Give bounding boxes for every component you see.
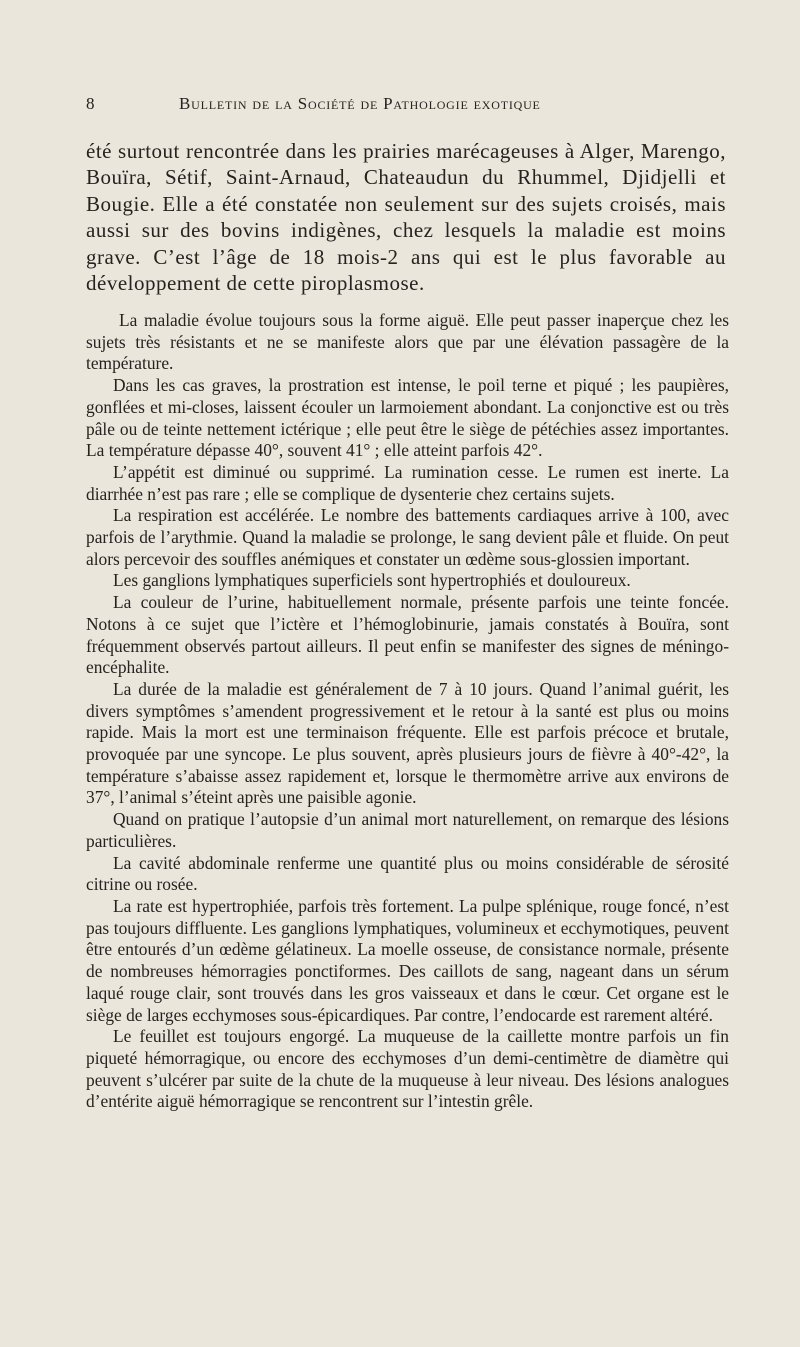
paragraph: Le feuillet est toujours engorgé. La muqueuse de la caillette montre parfois un fin piqueté hémorragique, ou encore des ecchymoses d’un demi-centimètre de diamètre qui peuvent s’ulcérer par suite de la chute de la muqueuse à leur niveau. Des lésions analogues d’entérite aiguë hémorragique se rencontrent sur l’intestin grêle.	[86, 1026, 729, 1112]
lead-block	[86, 138, 726, 296]
paragraph: La rate est hypertrophiée, parfois très fortement. La pulpe splénique, rouge foncé, n’est pas toujours diffluente. Les ganglions lymphatiques, volumineux et ecchymotiques, peuvent être entourés d’un œdème gélatineux. La moelle osseuse, de consistance normale, présente de nombreuses hémorragies ponctiformes. Des caillots de sang, nageant dans un sérum laqué rouge clair, sont trouvés dans les gros vaisseaux et dans le cœur. Cet organe est le siège de larges ecchymoses sous-épicardiques. Par contre, l’endocarde est rarement altéré.	[86, 895, 729, 1025]
page-number: 8	[86, 94, 95, 113]
paragraph: L’appétit est diminué ou supprimé. La rumination cesse. Le rumen est inerte. La diarrhée n’est pas rare ; elle se complique de dysenterie chez certains sujets.	[86, 461, 729, 504]
paragraph: Quand on pratique l’autopsie d’un animal mort naturellement, on remarque des lésions particulières.	[86, 809, 729, 851]
paragraph: La durée de la maladie est généralement de 7 à 10 jours. Quand l’animal guérit, les divers symptômes s’amendent progressivement et le retour à la santé est plus ou moins rapide. Mais la mort est une terminaison fréquente. Elle est parfois précoce et brutale, provoquée par une syncope. Le plus souvent, après plusieurs jours de fièvre à 40°-42°, la température s’abaisse assez rapidement et, lorsque le thermomètre arrive aux environs de 37°, l’animal s’éteint après une paisible agonie.	[86, 678, 729, 808]
paragraph: Dans les cas graves, la prostration est intense, le poil terne et piqué ; les paupières, gonflées et mi-closes, laissent écouler un larmoiement abondant. La conjonctive est ou très pâle ou de teinte nettement ictérique ; elle peut être le siège de pétéchies assez importantes. La température dépasse 40°, souvent 41° ; elle atteint parfois 42°.	[86, 375, 729, 461]
paragraph: La couleur de l’urine, habituellement normale, présente parfois une teinte foncée. Notons à ce sujet que l’ictère et l’hémoglobinurie, jamais constatés à Bouïra, sont fréquemment observés partout ailleurs. Il peut enfin se manifester des signes de méningo-encéphalite.	[86, 592, 729, 678]
paragraph: La maladie évolue toujours sous la forme aiguë. Elle peut passer inaperçue chez les sujets très résistants et ne se manifeste alors que par une élévation passagère de la température.	[86, 310, 729, 374]
lead-paragraph: été surtout rencontrée dans les prairies marécageuses à Alger, Marengo, Bouïra, Sétif, Saint-Arnaud, Chateaudun du Rhummel, Djidjelli et Bougie. Elle a été constatée non seulement sur des sujets croisés, mais aussi sur des bovins indigènes, chez lesquels la maladie est moins grave. C’est l’âge de 18 mois-2 ans qui est le plus favorable au développement de cette piroplasmose.	[86, 139, 726, 296]
body-text	[86, 310, 729, 1113]
paragraph: Les ganglions lymphatiques superficiels sont hypertrophiés et douloureux.	[113, 570, 631, 591]
journal-title: Bulletin de la Société de Pathologie exotique	[179, 94, 541, 113]
running-header	[86, 94, 686, 116]
paragraph: La respiration est accélérée. Le nombre des battements cardiaques arrive à 100, avec parfois de l’arythmie. Quand la maladie se prolonge, le sang devient pâle et fluide. On peut alors percevoir des souffles anémiques et constater un œdème sous-glossien important.	[86, 505, 729, 569]
paragraph: La cavité abdominale renferme une quantité plus ou moins considérable de sérosité citrine ou rosée.	[86, 852, 729, 895]
